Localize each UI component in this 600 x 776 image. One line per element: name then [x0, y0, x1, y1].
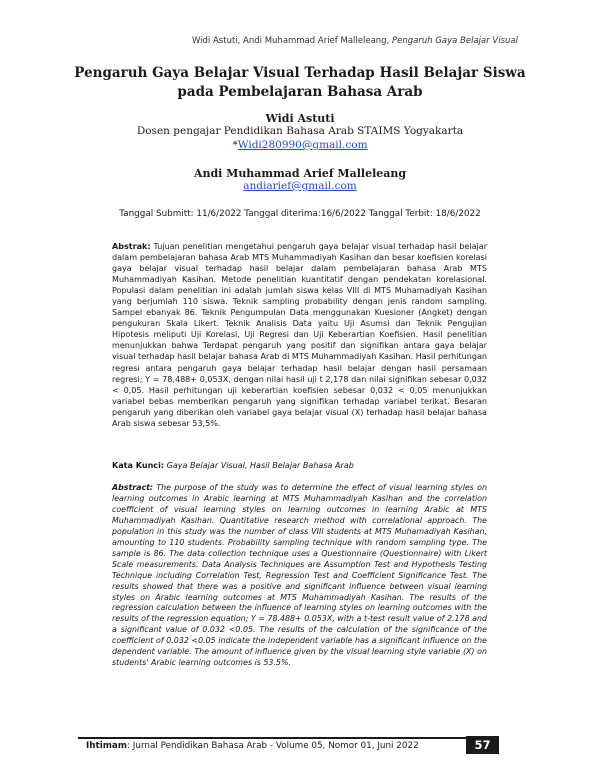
footer-journal-label: Ihtimam [86, 741, 128, 751]
abstract-indonesian [112, 241, 487, 429]
author1-email-link[interactable]: Widi280990@gmail.com [237, 139, 368, 151]
footer-journal-rest: : Jurnal Pendidikan Bahasa Arab - Volume 05, Nomor 01, Juni 2022 [127, 741, 419, 751]
author2-email-link[interactable]: andiarief@gmail.com [243, 180, 357, 192]
keywords-label: Kata Kunci: [112, 461, 165, 470]
page-number: 57 [466, 736, 499, 754]
abstract-id-label: Abstrak: [112, 242, 151, 251]
abstract-en-label: Abstract: [112, 483, 154, 492]
abstract-english [112, 483, 487, 669]
abstract-en-text: The purpose of the study was to determine the effect of visual learning styles on learning outcomes in Arabic learning at MTS Muhammadiyah Kasihan and the correlation coefficient of visual learning styles on learning outcomes in learning Arabic at MTS Muhammadiyah Kasihan. Quantitative research method with correlational approach. The population in this study was the number of class VIII students at MTS Muhamadiyah Kasihan, amounting to 110 students. Probability sampling technique with random sampling type. The sample is 86. The data collection technique uses a Questionnaire (Questionnaire) with Likert Scale measurements. Data Analysis Techniques are Assumption Test and Hypothesis Testing Technique including Correlation Test, Regression Test and Coefficient Significance Test. The results showed that there was a positive and significant influence between visual learning styles on Arabic learning outcomes at MTS Muhammadiyah Kasihan. The results of the regression calculation between the influence of learning styles on learning outcomes with the results of the regression equation; Y = 78.488+ 0.053X, with a t-test result value of 2.178 and a significant value of 0.032 <0.05. The results of the calculation of the significance of the coefficient of 0.032 <0.05 indicate the independent variable has a significant influence on the dependent variable. The amount of influence given by the visual learning style variable (X) on students' Arabic learning outcomes is 53.5%. [112, 483, 487, 668]
keywords-text: Gaya Belajar Visual, Hasil Belajar Bahasa Arab [164, 461, 354, 470]
header-short-title: Pengaruh Gaya Belajar Visual [391, 36, 518, 46]
author1-name: Widi Astuti [265, 112, 335, 125]
footer-journal [86, 741, 419, 751]
submission-dates: Tanggal Submitt: 11/6/2022 Tanggal diterima:16/6/2022 Tanggal Terbit: 18/6/2022 [119, 209, 481, 219]
author2-name: Andi Muhammad Arief Malleleang [193, 167, 407, 180]
paper-title: Pengaruh Gaya Belajar Visual Terhadap Hasil Belajar Siswa pada Pembelajaran Bahasa Arab [74, 65, 526, 100]
running-header [192, 36, 518, 46]
keywords [112, 461, 487, 470]
header-authors: Widi Astuti, Andi Muhammad Arief Malleleang, [191, 36, 392, 46]
author1-email-line [0, 139, 600, 151]
abstract-id-text: Tujuan penelitian mengetahui pengaruh gaya belajar visual terhadap hasil belajar dalam pembelajaran bahasa Arab MTS Muhammadiyah Kasihan dan besar koefisien korelasi gaya belajar visual terhadap hasil belajar dalam pembelajaran bahasa Arab MTS Muhammadiyah Kasihan. Metode penelitian kuantitatif dengan pendekatan korelasional. Populasi dalam penelitian ini adalah jumlah siswa kelas VIII di MTS Muhamadiyah Kasihan yang berjumlah 110 siswa. Teknik sampling probability dengan jenis random sampling. Sampel ebanyak 86. Teknik Pengumpulan Data menggunakan Kuesioner (Angket) dengan pengukuran Skala Likert. Teknik Analisis Data yaitu Uji Asumsi dan Teknik Pengujian Hipotesis meliputi Uji Korelasi, Uji Regresi dan Uji Keberartian Koefisien. Hasil penelitian menunjukkan bahwa Terdapat pengaruh yang positif dan signifikan antara gaya belajar visual terhadap hasil belajar bahasa Arab di MTS Muhammadiyah Kasihan. Hasil perhitungan regresi antara pengaruh gaya belajar terhadap hasil belajar dengan hasil persamaan regresi; Y = 78,488+ 0,053X, dengan nilai hasil uji t 2,178 dan nilai signifikan sebesar 0,032 < 0,05. Hasil perhitungan uji keberartian koefisien sebesar 0,032 < 0,05 menunjukkan variabel bebas memberikan pengaruh yang signifikan terhadap variabel terikat. Besaran pengaruh yang diberikan oleh variabel gaya belajar visual (X) terhadap hasil belajar bahasa Arab siswa sebesar 53,5%. [112, 242, 487, 428]
email-prefix: * [232, 139, 238, 151]
footer-divider [78, 737, 498, 739]
author2-email-line [0, 180, 600, 192]
author1-affiliation: Dosen pengajar Pendidikan Bahasa Arab STAIMS Yogyakarta [136, 125, 464, 137]
